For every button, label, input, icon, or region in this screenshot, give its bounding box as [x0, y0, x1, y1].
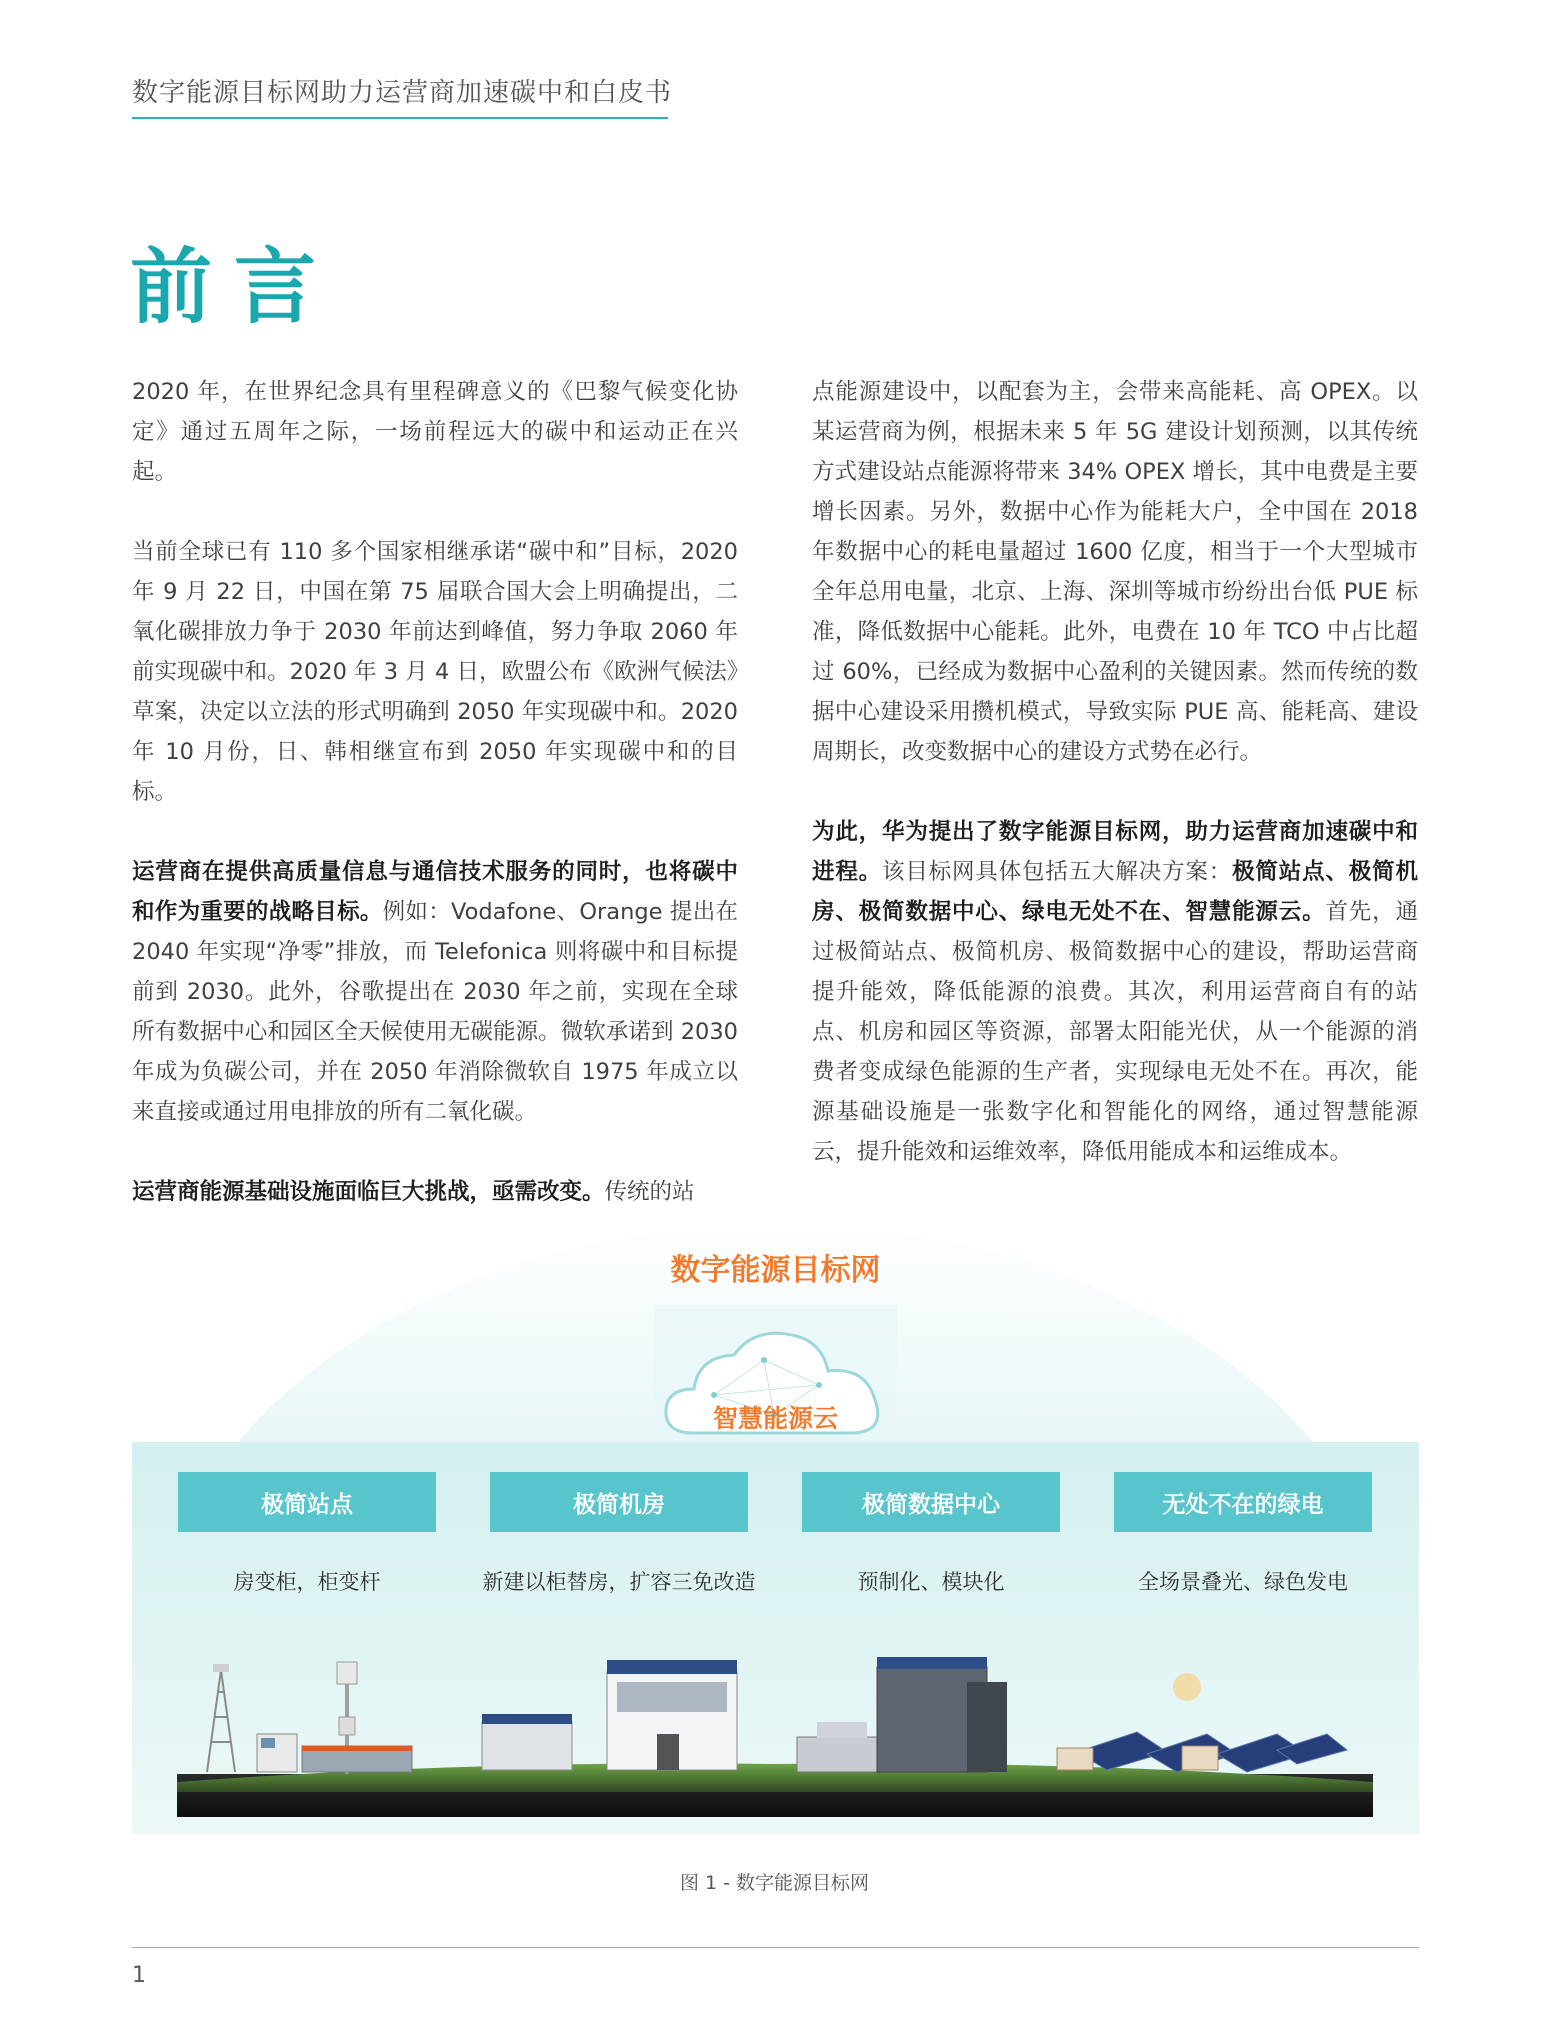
figure-caption: 图 1 - 数字能源目标网 — [679, 1872, 870, 1894]
paragraph-1: 2020 年，在世界纪念具有里程碑意义的《巴黎气候变化协定》通过五周年之际，一场前程远大的碳中和运动正在兴起。 — [132, 379, 738, 485]
header-title: 数字能源目标网助力运营商加速碳中和白皮书 — [132, 78, 673, 108]
header-rule — [132, 117, 668, 119]
solution-desc-site: 房变柜，柜变杆 — [233, 1570, 381, 1594]
paragraph-4-body: 传统的站 — [604, 1179, 695, 1205]
target-network-figure — [132, 1225, 1419, 1845]
data-center-icon — [797, 1657, 1007, 1772]
solutions-panel — [132, 1442, 1419, 1834]
page-title: 前言 — [130, 240, 339, 335]
paragraph-5: 点能源建设中，以配套为主，会带来高能耗、高 OPEX。以某运营商为例，根据未来 5 年 5G 建设计划预测，以其传统方式建设站点能源将带来 34% OPEX 增长，其中电费是主要增长因素。另外，数据中心作为能耗大户，全中国在 2018 年数据中心的耗电量超过 1600 亿度，相当于一个大型城市全年总用电量，北京、上海、深圳等城市纷纷出台低 PUE 标准，降低数据中心能耗。此外，电费在 10 年 TCO 中占比超过 60%，已经成为数据中心盈利的关键因素。然而传统的数据中心建设采用攒机模式，导致实际 PUE 高、能耗高、建设周期长，改变数据中心的建设方式势在必行。 — [812, 379, 1418, 765]
cloud-graphic — [654, 1305, 897, 1455]
paragraph-3-body: 例如：Vodafone、Orange 提出在 2040 年实现“净零”排放，而 Telefonica 则将碳中和目标提前到 2030。此外，谷歌提出在 2030 年之前，实现在全球所有数据中心和园区全天候使用无碳能源。微软承诺到 2030 年成为负碳公司，并在 2050 年消除微软自 1975 年成立以来直接或通过用电排放的所有二氧化碳。 — [132, 899, 738, 1125]
equipment-room-icon — [482, 1660, 737, 1770]
left-column — [132, 372, 738, 1252]
paragraph-4 — [132, 1172, 738, 1212]
paragraph-6-lead: 为此，华为提出了数字能源目标网，助力运营商加速碳中和进程。 — [812, 819, 1418, 885]
paragraph-6 — [812, 812, 1418, 1172]
cloud-label: 智慧能源云 — [712, 1404, 838, 1433]
inverter-house-icon — [1057, 1748, 1093, 1770]
paragraph-2: 当前全球已有 110 多个国家相继承诺“碳中和”目标，2020 年 9 月 22 日，中国在第 75 届联合国大会上明确提出，二氧化碳排放力争于 2030 年前达到峰值，努力争取 2060 年前实现碳中和。2020 年 3 月 4 日，欧盟公布《欧洲气候法》草案，决定以立法的形式明确到 2050 年实现碳中和。2020 年 10 月份，日、韩相继宣布到 2050 年实现碳中和的目标。 — [132, 539, 738, 805]
page-number: 1 — [132, 1963, 146, 1988]
solution-tab-datacenter: 极简数据中心 — [802, 1472, 1060, 1532]
sun-icon — [1173, 1673, 1201, 1701]
paragraph-4-lead: 运营商能源基础设施面临巨大挑战，亟需改变。 — [132, 1179, 605, 1205]
infrastructure-scene — [177, 1642, 1373, 1817]
paragraph-6-solutions: 极简站点、极简机房、极简数据中心、绿电无处不在、智慧能源云。 — [812, 859, 1418, 925]
solution-desc-datacenter: 预制化、模块化 — [857, 1570, 1005, 1594]
figure-title: 数字能源目标网 — [670, 1253, 881, 1288]
solution-tab-room: 极简机房 — [490, 1472, 748, 1532]
solution-tab-green-power: 无处不在的绿电 — [1114, 1472, 1372, 1532]
paragraph-3-lead: 运营商在提供高质量信息与通信技术服务的同时，也将碳中和作为重要的战略目标。 — [132, 859, 738, 925]
footer-rule — [132, 1947, 1419, 1948]
paragraph-3 — [132, 852, 738, 1132]
paragraph-6-text-2: 首先，通过极简站点、极简机房、极简数据中心的建设，帮助运营商提升能效，降低能源的浪费。其次，利用运营商自有的站点、机房和园区等资源，部署太阳能光伏，从一个能源的消费者变成绿色能源的生产者，实现绿电无处不在。再次，能源基础设施是一张数字化和智能化的网络，通过智慧能源云，提升能效和运维效率，降低用能成本和运维成本。 — [812, 899, 1418, 1165]
solution-desc-room: 新建以柜替房，扩容三免改造 — [482, 1570, 756, 1594]
paragraph-6-text-1: 该目标网具体包括五大解决方案： — [882, 859, 1233, 885]
telecom-tower-icon — [207, 1670, 235, 1772]
solution-desc-green-power: 全场景叠光、绿色发电 — [1138, 1570, 1348, 1594]
solution-tab-site: 极简站点 — [178, 1472, 436, 1532]
site-cabinet-icon — [257, 1734, 412, 1772]
right-column — [812, 372, 1418, 1212]
